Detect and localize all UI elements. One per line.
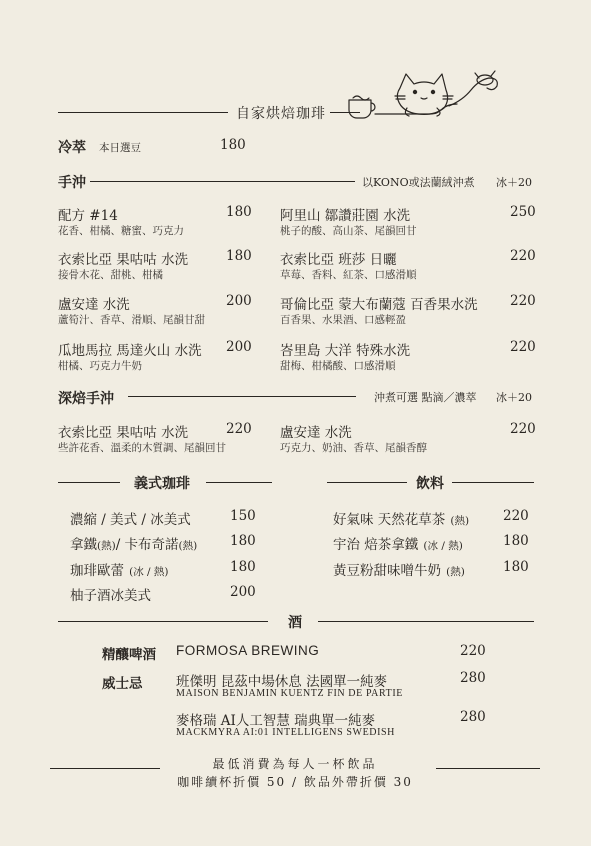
drinks-item-2-tag: (熱) bbox=[446, 566, 465, 578]
espresso-item-2-name: 珈琲歐蕾 bbox=[70, 563, 124, 579]
pour-over-title: 手沖 bbox=[58, 175, 86, 191]
whisky-0-sub: MAISON BENJAMIN KUENTZ FIN DE PARTIE bbox=[176, 688, 404, 699]
pour-left-2-desc: 蘆筍汁、香草、滑順、尾韻甘甜 bbox=[58, 314, 205, 326]
pour-right-0-price: 250 bbox=[510, 204, 536, 220]
pour-right-0-name: 阿里山 鄒讚莊園 水洗 bbox=[280, 208, 411, 224]
espresso-item-1-price: 180 bbox=[230, 533, 256, 549]
pour-left-2-name: 盧安達 水洗 bbox=[58, 297, 130, 313]
espresso-item-1-name2: / 卡布奇諾 bbox=[115, 537, 179, 553]
footer-rule-left bbox=[50, 768, 160, 769]
espresso-item-0-price: 150 bbox=[230, 508, 256, 524]
whisky-0-price: 280 bbox=[460, 670, 486, 686]
craft-beer-label: 精釀啤酒 bbox=[102, 647, 156, 663]
pour-left-0-desc: 花香、柑橘、糖蜜、巧克力 bbox=[58, 225, 184, 237]
dark-left-name: 衣索比亞 果咕咕 水洗 bbox=[58, 425, 189, 441]
alcohol-title: 酒 bbox=[288, 615, 302, 631]
dark-right-desc: 巧克力、奶油、香草、尾韻香醇 bbox=[280, 442, 427, 454]
cat-illustration bbox=[345, 62, 515, 122]
pour-right-3-desc: 甜梅、柑橘酸、口感滑順 bbox=[280, 360, 396, 372]
footer-line-2: 咖啡續杯折價 50 / 飲品外帶折價 30 bbox=[177, 775, 413, 789]
espresso-title: 義式珈琲 bbox=[134, 476, 190, 492]
pour-left-3-name: 瓜地馬拉 馬達火山 水洗 bbox=[58, 343, 202, 359]
pour-right-2-desc: 百香果、水果酒、口感輕盈 bbox=[280, 314, 406, 326]
drinks-rule-right bbox=[452, 482, 534, 483]
pour-over-rule bbox=[90, 181, 355, 182]
footer-rule-right bbox=[436, 768, 540, 769]
whisky-1-price: 280 bbox=[460, 709, 486, 725]
espresso-rule-right bbox=[206, 482, 272, 483]
espresso-item-1 bbox=[70, 533, 197, 553]
whisky-1-sub: MACKMYRA AI:01 INTELLIGENS SWEDISH bbox=[176, 727, 396, 738]
pour-right-1-desc: 草莓、香料、紅茶、口感滑順 bbox=[280, 269, 417, 281]
cold-brew-desc: 本日選豆 bbox=[99, 142, 141, 154]
dark-roast-title: 深焙手沖 bbox=[58, 391, 114, 407]
espresso-item-3-name: 柚子酒冰美式 bbox=[70, 588, 151, 604]
pour-right-1-price: 220 bbox=[510, 248, 536, 264]
dark-roast-rule bbox=[128, 396, 356, 397]
footer-line-1: 最低消費為每人一杯飲品 bbox=[212, 757, 378, 771]
craft-beer-price: 220 bbox=[460, 643, 486, 659]
pour-left-2-price: 200 bbox=[226, 293, 252, 309]
cold-brew-title: 冷萃 bbox=[58, 140, 86, 156]
pour-left-1-desc: 接骨木花、甜桃、柑橘 bbox=[58, 269, 163, 281]
drinks-item-0 bbox=[333, 508, 469, 528]
espresso-item-3-price: 200 bbox=[230, 584, 256, 600]
dark-right-price: 220 bbox=[510, 421, 536, 437]
espresso-item-2-tag: (冰 / 熱) bbox=[129, 566, 169, 578]
dark-roast-note: 沖煮可選 點滴／濃萃 bbox=[374, 391, 477, 404]
pour-right-3-name: 峇里島 大洋 特殊水洗 bbox=[280, 343, 411, 359]
drinks-item-2-name: 黃豆粉甜味噌牛奶 bbox=[333, 563, 441, 579]
pour-right-3-price: 220 bbox=[510, 339, 536, 355]
pour-right-1-name: 衣索比亞 班莎 日曬 bbox=[280, 252, 397, 268]
espresso-item-1-name: 拿鐵 bbox=[70, 537, 97, 553]
espresso-item-1-tag2: (熱) bbox=[178, 540, 198, 552]
pour-left-3-desc: 柑橘、巧克力牛奶 bbox=[58, 360, 142, 372]
drinks-title: 飲料 bbox=[416, 476, 444, 492]
espresso-rule-left bbox=[58, 482, 120, 483]
drinks-item-2 bbox=[333, 559, 465, 579]
espresso-item-2-price: 180 bbox=[230, 559, 256, 575]
drinks-rule-left bbox=[327, 482, 407, 483]
header-title: 自家烘焙珈琲 bbox=[236, 106, 326, 122]
dark-left-desc: 些許花香、溫柔的木質調、尾韻回甘 bbox=[58, 442, 226, 454]
pour-left-0-name: 配方 #14 bbox=[58, 208, 118, 224]
pour-right-2-price: 220 bbox=[510, 293, 536, 309]
pour-right-2-name: 哥倫比亞 蒙大布蘭蔻 百香果水洗 bbox=[280, 297, 478, 313]
pour-over-note: 以KONO或法蘭絨沖煮 bbox=[362, 176, 475, 189]
craft-beer-name: FORMOSA BREWING bbox=[176, 643, 320, 658]
alcohol-rule-right bbox=[318, 621, 534, 622]
drinks-item-1-name: 宇治 焙茶拿鐵 bbox=[333, 537, 419, 553]
espresso-item-1-tag: (熱) bbox=[97, 540, 116, 552]
pour-left-1-name: 衣索比亞 果咕咕 水洗 bbox=[58, 252, 189, 268]
pour-right-0-desc: 桃子的酸、高山茶、尾韻回甘 bbox=[280, 225, 417, 237]
dark-roast-ice: 冰＋20 bbox=[496, 391, 532, 404]
pour-left-0-price: 180 bbox=[226, 204, 252, 220]
dark-left-price: 220 bbox=[226, 421, 252, 437]
drinks-item-1-price: 180 bbox=[503, 533, 529, 549]
pour-left-1-price: 180 bbox=[226, 248, 252, 264]
pour-left-3-price: 200 bbox=[226, 339, 252, 355]
header-rule-left bbox=[58, 112, 228, 113]
drinks-item-0-tag: (熱) bbox=[450, 515, 470, 527]
drinks-item-1-tag: (冰 / 熱) bbox=[423, 540, 463, 552]
drinks-item-1 bbox=[333, 533, 463, 553]
espresso-item-0-name: 濃縮 / 美式 / 冰美式 bbox=[70, 512, 191, 528]
alcohol-rule-left bbox=[58, 621, 268, 622]
pour-over-ice: 冰＋20 bbox=[496, 176, 532, 189]
whisky-label: 威士忌 bbox=[102, 676, 143, 692]
cold-brew-price: 180 bbox=[220, 137, 246, 153]
espresso-item-2 bbox=[70, 559, 169, 579]
dark-right-name: 盧安達 水洗 bbox=[280, 425, 352, 441]
drinks-item-0-name: 好氣味 天然花草茶 bbox=[333, 512, 446, 528]
whisky-0-name: 班傑明 昆茲中場休息 法國單一純麥 bbox=[176, 674, 388, 690]
drinks-item-0-price: 220 bbox=[503, 508, 529, 524]
drinks-item-2-price: 180 bbox=[503, 559, 529, 575]
whisky-1-name: 麥格瑞 AI人工智慧 瑞典單一純麥 bbox=[176, 713, 376, 729]
